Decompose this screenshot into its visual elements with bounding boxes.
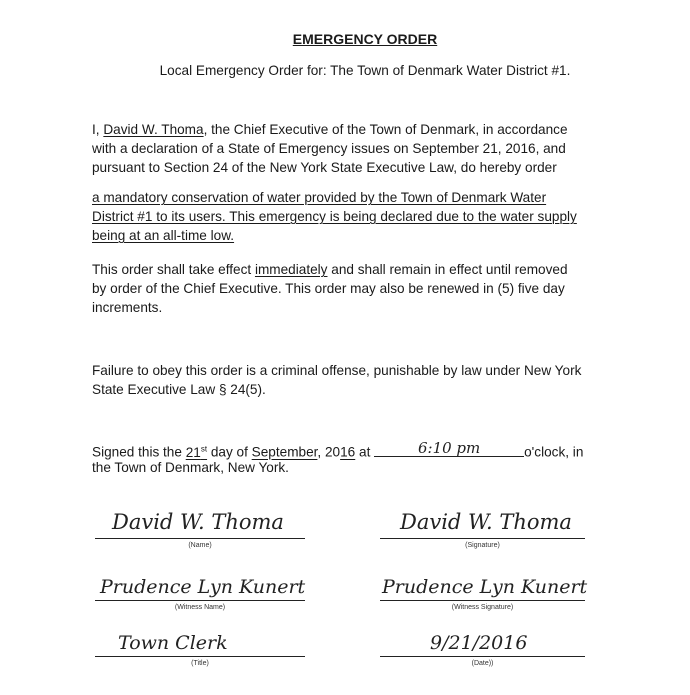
text: District #1 to its users. This emergency is being declared due to the water supply	[92, 209, 577, 224]
text: This order shall take effect	[92, 262, 255, 277]
text: State Executive Law § 24(5).	[92, 382, 266, 397]
text: by order of the Chief Executive. This order may also be renewed in (5) five day	[92, 281, 565, 296]
signed-year: 16	[340, 444, 356, 460]
text: Signed this the	[92, 444, 186, 460]
witness-signature-line	[380, 600, 585, 601]
signature-image: David W. Thoma	[400, 510, 572, 534]
text: the Town of Denmark, New York.	[92, 460, 289, 475]
document-title: EMERGENCY ORDER	[292, 31, 438, 47]
text: increments.	[92, 300, 163, 315]
signature-line	[380, 538, 585, 539]
witness-name-label: (Witness Name)	[174, 604, 226, 611]
text: I,	[92, 122, 104, 137]
text: day of	[207, 444, 252, 460]
signed-day: 21st	[185, 444, 208, 460]
title-label: (Title)	[191, 660, 209, 667]
date-handwritten: 9/21/2016	[430, 632, 528, 654]
text: a mandatory conservation of water provided by the Town of Denmark Water	[92, 190, 547, 205]
text: Failure to obey this order is a criminal offense, punishable by law under New York	[92, 363, 582, 378]
signature-label: (Signature)	[465, 542, 500, 549]
text: at	[355, 444, 375, 460]
text: immediately	[254, 262, 328, 277]
witness-name-handwritten: Prudence Lyn Kunert	[100, 576, 306, 598]
witness-signature-image: Prudence Lyn Kunert	[382, 576, 588, 598]
witness-name-line	[95, 600, 305, 601]
signed-month: September	[251, 444, 318, 460]
name-label: (Name)	[188, 542, 212, 549]
text: o'clock, in	[524, 444, 584, 460]
title-line	[95, 656, 305, 657]
document-subtitle: Local Emergency Order for: The Town of Denmark Water District #1.	[159, 63, 571, 78]
text: being at an all-time low.	[92, 228, 235, 243]
text: pursuant to Section 24 of the New York State Executive Law, do hereby order	[92, 160, 557, 175]
date-line	[380, 656, 585, 657]
text: and shall remain in effect until removed	[327, 262, 568, 277]
witness-signature-label: (Witness Signature)	[451, 604, 514, 611]
title-handwritten: Town Clerk	[118, 632, 228, 654]
text: with a declaration of a State of Emergency issues on September 21, 2016, and	[92, 141, 566, 156]
signed-time: 6:10 pm	[374, 440, 524, 457]
date-label: (Date))	[471, 660, 494, 667]
text: , 20	[317, 444, 341, 460]
name-line	[95, 538, 305, 539]
name-handwritten: David W. Thoma	[112, 510, 284, 534]
text: , the Chief Executive of the Town of Denmark, in accordance	[203, 122, 568, 137]
executive-name: David W. Thoma	[103, 122, 204, 137]
